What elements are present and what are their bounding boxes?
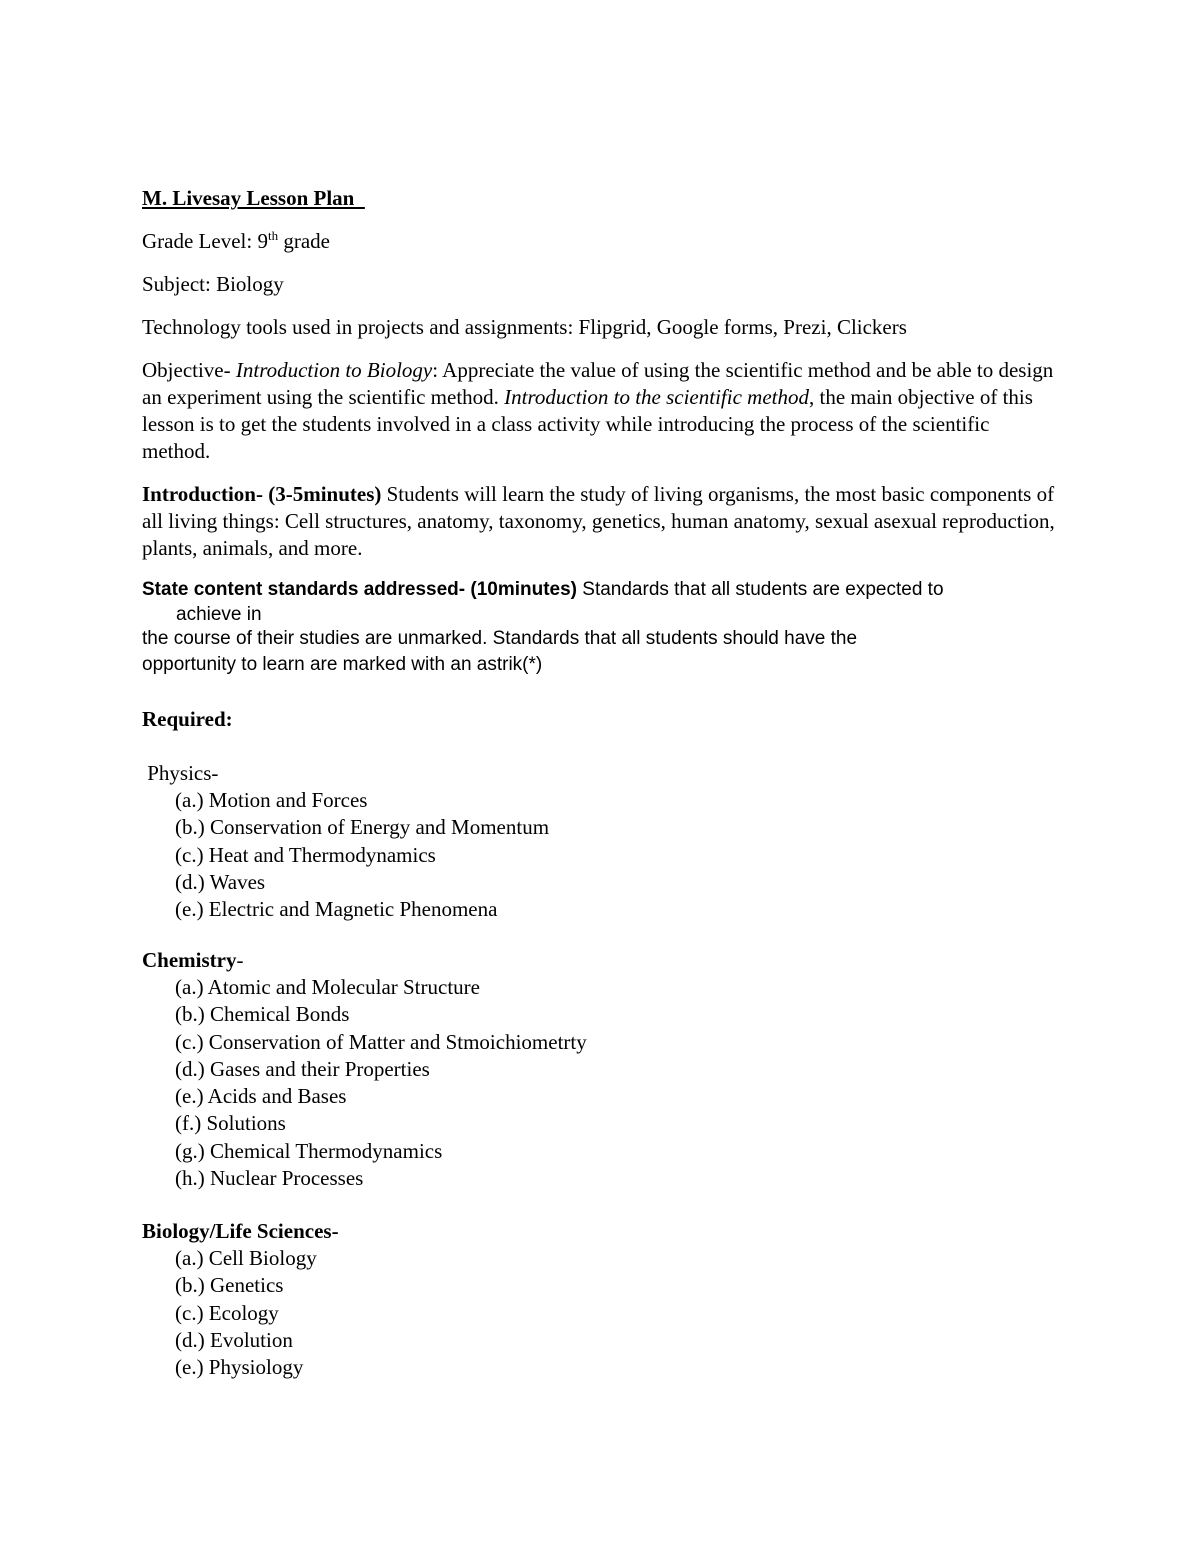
subject-line: Subject: Biology: [142, 272, 284, 296]
list-item: (d.) Gases and their Properties: [175, 1056, 430, 1081]
list-item: (g.) Chemical Thermodynamics: [175, 1138, 443, 1163]
objective-prefix: Objective-: [142, 358, 236, 382]
biology-heading: Biology/Life Sciences-: [142, 1219, 339, 1243]
list-item: (c.) Conservation of Matter and Stmoichiometrty: [175, 1029, 587, 1054]
list-item: (c.) Ecology: [175, 1300, 279, 1325]
introduction-paragraph: [142, 481, 1062, 562]
list-item: (b.) Chemical Bonds: [175, 1002, 350, 1027]
objective-middle: : Appreciate the value of using the scientific method and be able to design an experiment using the scientific method.: [142, 358, 1054, 409]
list-item: (a.) Cell Biology: [175, 1246, 317, 1270]
grade-level-line: [142, 228, 330, 255]
technology-line: Technology tools used in projects and assignments: Flipgrid, Google forms, Prezi, Clickers: [142, 315, 907, 339]
chemistry-heading-dash: -: [236, 948, 244, 972]
list-item: (a.) Atomic and Molecular Structure: [175, 975, 480, 999]
document-title: M. Livesay Lesson Plan: [142, 186, 365, 210]
list-item: (f.) Solutions: [175, 1111, 286, 1136]
list-item: (b.) Genetics: [175, 1273, 284, 1298]
introduction-label: Introduction- (3-5minutes): [142, 482, 382, 506]
objective-rest: , the main objective of this lesson is to get the students involved in a class activity while introducing the process of the scientific method.: [142, 385, 1033, 463]
grade-level-superscript: th: [267, 228, 279, 243]
standards-line-4: opportunity to learn are marked with an astrik(*): [142, 654, 543, 675]
required-heading: Required:: [142, 707, 233, 731]
standards-line-3: the course of their studies are unmarked. Standards that all students should have the: [142, 628, 858, 649]
list-item: (e.) Physiology: [175, 1355, 304, 1380]
standards-text-1: Standards that all students are expected to: [577, 579, 944, 600]
list-item: (e.) Acids and Bases: [175, 1084, 347, 1109]
chemistry-heading: Chemistry: [142, 948, 237, 972]
grade-level-label: Grade Level: 9: [142, 229, 268, 253]
objective-italic-title: Introduction to Biology: [235, 358, 433, 382]
standards-label: State content standards addressed- (10minutes): [142, 579, 577, 600]
physics-heading: Physics-: [142, 761, 219, 785]
list-item: (d.) Evolution: [175, 1327, 293, 1352]
list-item: (d.) Waves: [175, 869, 266, 894]
physics-list: [175, 787, 549, 923]
list-item: (a.) Motion and Forces: [175, 788, 368, 812]
list-item: (e.) Electric and Magnetic Phenomena: [175, 897, 498, 922]
list-item: (b.) Conservation of Energy and Momentum: [175, 815, 550, 840]
chemistry-list: [175, 974, 587, 1192]
objective-italic-method: Introduction to the scientific method: [504, 385, 809, 409]
biology-list: [175, 1245, 317, 1381]
objective-paragraph: [142, 357, 1062, 465]
introduction-text: Students will learn the study of living organisms, the most basic components of all living things: Cell structures, anatomy, taxonomy, genetics, human anatomy, sexual asexual reproduction, plants, animals, and more.: [142, 482, 1055, 560]
list-item: (h.) Nuclear Processes: [175, 1166, 364, 1191]
standards-line-1: [142, 577, 944, 602]
grade-level-suffix: grade: [278, 229, 330, 253]
standards-line-2: achieve in: [176, 604, 262, 625]
chemistry-heading-line: [142, 947, 243, 974]
list-item: (c.) Heat and Thermodynamics: [175, 842, 436, 867]
